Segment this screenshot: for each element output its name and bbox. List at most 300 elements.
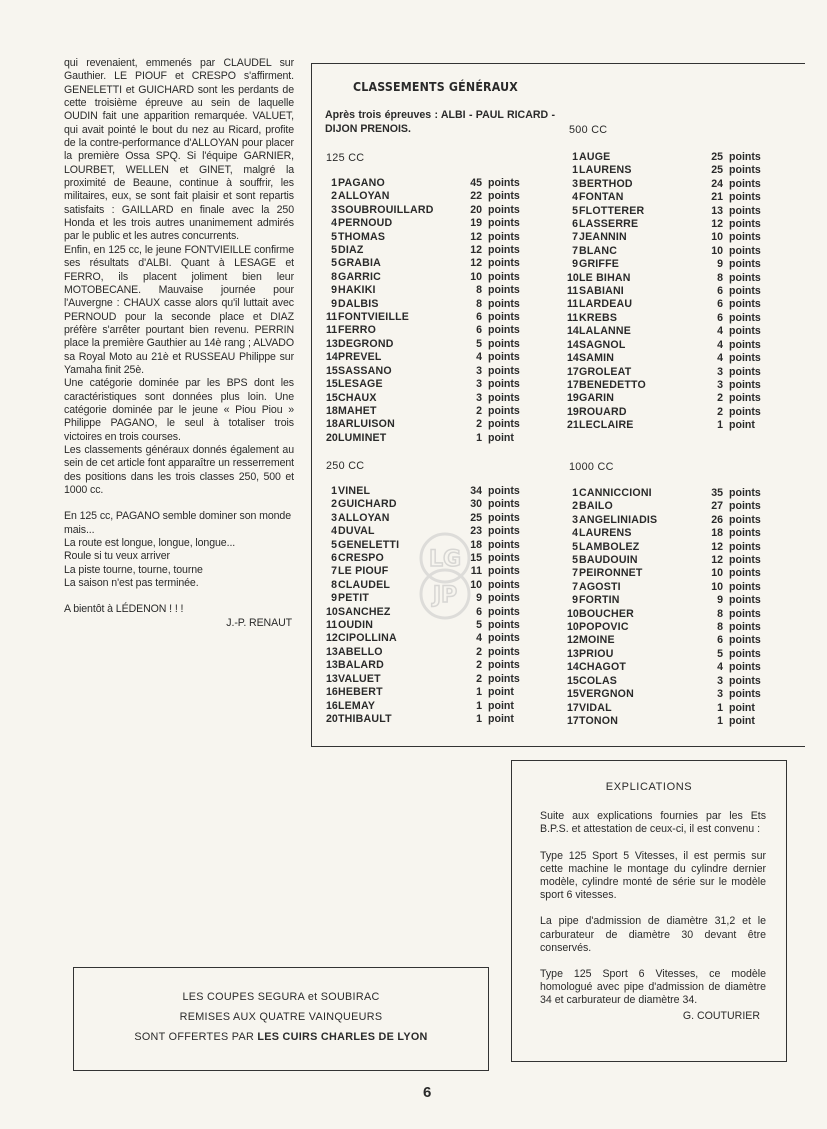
- points-unit: points: [488, 378, 520, 391]
- ranking-position: 14: [567, 325, 579, 338]
- ranking-row: [567, 366, 761, 379]
- ranking-points: 1: [476, 686, 482, 699]
- rider-name: ALLOYAN: [338, 511, 390, 524]
- rider-name: BAUDOUIN: [579, 554, 638, 567]
- ranking-position: 16: [326, 699, 338, 712]
- ranking-row: [567, 406, 761, 419]
- ranking-points: 13: [711, 204, 723, 217]
- points-unit: points: [729, 177, 761, 190]
- points-unit: points: [488, 364, 520, 377]
- ranking-points: 27: [711, 500, 723, 513]
- ranking-row: [326, 673, 520, 686]
- ranking-points: 1: [476, 699, 482, 712]
- ranking-points: 2: [476, 659, 482, 672]
- ranking-points: 6: [717, 311, 723, 324]
- rider-name: BLANC: [579, 244, 618, 257]
- rider-name: LAURENS: [579, 164, 632, 177]
- points-unit: points: [488, 257, 520, 270]
- ranking-points: 23: [470, 525, 482, 538]
- ranking-row: [567, 312, 761, 325]
- ranking-row: [567, 272, 761, 285]
- ranking-points: 9: [476, 592, 482, 605]
- ranking-row: [567, 285, 761, 298]
- ranking-position: 20: [326, 431, 338, 444]
- ranking-position: 6: [572, 218, 578, 231]
- ranking-position: 1: [572, 164, 578, 177]
- ranking-position: 13: [567, 647, 579, 660]
- rider-name: VINEL: [338, 485, 371, 497]
- points-unit: points: [729, 191, 761, 204]
- ranking-position: 11: [567, 311, 579, 324]
- ranking-points: 4: [717, 338, 723, 351]
- ranking-row: [567, 258, 761, 271]
- points-unit: points: [729, 151, 761, 163]
- points-unit: points: [488, 538, 520, 551]
- coupes-line-2: REMISES AUX QUATRE VAINQUEURS: [179, 1011, 383, 1023]
- ranking-row: [326, 485, 520, 498]
- rider-name: TONON: [579, 714, 619, 727]
- ranking-list-500: [567, 151, 761, 433]
- rider-name: DALBIS: [338, 297, 379, 310]
- explications-box: [511, 760, 787, 1062]
- ranking-row: [567, 554, 761, 567]
- rider-name: BERTHOD: [579, 177, 633, 190]
- ranking-points: 3: [717, 674, 723, 687]
- ranking-position: 11: [326, 324, 338, 337]
- ranking-position: 15: [567, 688, 579, 701]
- ranking-points: 19: [470, 217, 482, 230]
- rider-name: LESAGE: [338, 378, 383, 391]
- points-unit: points: [729, 513, 761, 526]
- article-paragraph: Enfin, en 125 cc, le jeune FONTVIEILLE confirme ses résultats d'ALBI. Quant à LESAGE et FERRO, ils placent joliment bien leur MOTOBECANE. Mauvaise journée pour l'Auvergne : CHAUX casse alors qu'il luttait avec PERNOUD pour la seconde place et DIAZ préfère s'arrêter pourtant bien revenu. PERRIN place la première Gauthier au 14è rang ; ALVADO sa Royal Moto au 21è et RUSSEAU Philippe sur Yamaha finit 25è.: [64, 243, 294, 376]
- ranking-row: [567, 392, 761, 405]
- rider-name: SANCHEZ: [338, 605, 391, 618]
- points-unit: points: [488, 565, 520, 578]
- rider-name: LUMINET: [338, 431, 387, 444]
- points-unit: points: [729, 378, 761, 391]
- points-unit: points: [729, 540, 761, 553]
- article-paragraph: Une catégorie dominée par les BPS dont les caractéristiques sont données plus loin. Une catégorie dominée par le jeune « Piou Piou » Philippe PAGANO, le seul à totaliser trois victoires en trois courses.: [64, 377, 294, 443]
- rider-name: CLAUDEL: [338, 578, 391, 591]
- ranking-points: 21: [711, 191, 723, 204]
- ranking-position: 13: [326, 645, 338, 658]
- points-unit: points: [488, 552, 520, 565]
- ranking-row: [326, 231, 520, 244]
- rider-name: DEGROND: [338, 337, 394, 350]
- rider-name: CHAUX: [338, 391, 377, 404]
- ranking-row: [567, 218, 761, 231]
- ranking-position: 7: [572, 244, 578, 257]
- rider-name: CHAGOT: [579, 661, 627, 674]
- ranking-position: 4: [572, 191, 578, 204]
- rider-name: SASSANO: [338, 364, 392, 377]
- rider-name: CIPOLLINA: [338, 632, 397, 645]
- ranking-position: 7: [572, 231, 578, 244]
- coupes-line-1: LES COUPES SEGURA et SOUBIRAC: [182, 991, 380, 1003]
- category-title-125: 125 CC: [326, 152, 365, 164]
- explications-signature: G. COUTURIER: [682, 1009, 760, 1022]
- ranking-row: [567, 487, 761, 500]
- rider-name: AGOSTI: [579, 580, 621, 593]
- ranking-row: [567, 379, 761, 392]
- points-unit: point: [488, 712, 514, 725]
- rider-name: LECLAIRE: [579, 419, 634, 432]
- points-unit: points: [488, 351, 520, 364]
- ranking-position: 8: [331, 270, 337, 283]
- ranking-position: 4: [331, 525, 337, 538]
- rider-name: LARDEAU: [579, 298, 633, 311]
- ranking-row: [326, 686, 520, 699]
- ranking-points: 1: [717, 714, 723, 727]
- points-unit: points: [488, 592, 520, 605]
- article-column: [64, 57, 294, 630]
- rider-name: FONTVIEILLE: [338, 311, 410, 324]
- ranking-points: 10: [711, 567, 723, 580]
- ranking-position: 9: [331, 297, 337, 310]
- verse-line: La piste tourne, tourne, tourne: [64, 563, 203, 576]
- ranking-points: 10: [711, 580, 723, 593]
- ranking-position: 14: [567, 352, 579, 365]
- ranking-row: [567, 205, 761, 218]
- rider-name: GARRIC: [338, 270, 381, 283]
- ranking-row: [326, 512, 520, 525]
- rider-name: PAGANO: [338, 177, 385, 189]
- ranking-points: 11: [470, 565, 482, 578]
- points-unit: points: [729, 164, 761, 177]
- points-unit: points: [488, 311, 520, 324]
- ranking-points: 6: [476, 324, 482, 337]
- ranking-points: 10: [711, 231, 723, 244]
- rider-name: LE PIOUF: [338, 565, 389, 578]
- article-paragraph: qui revenaient, emmenés par CLAUDEL sur Gauthier. LE PIOUF et CRESPO s'affirment. GENELETTI et GUICHARD sont les perdants de cette troisième épreuve au sein de laquelle OUDIN fait une apparition remarquée. VALUET, qui avait pointé le bout du nez au Ricard, profite de la contre-performance d'ALLOYAN pour placer la première Ossa SPQ. Si l'équipe GARNIER, LOURBET, WELLEN et GINET, malgré la proximité de Beaune, continue à souffrir, les militaires, eux, se sont fait plaisir et sont repartis satisfaits : GAILLARD en finale avec la 250 Honda et les trois autres unanimement admirés par le public et les autres concurrents.: [64, 57, 294, 243]
- rider-name: LAURENS: [579, 527, 632, 540]
- ranking-points: 2: [476, 418, 482, 431]
- ranking-row: [567, 419, 761, 432]
- rider-name: GROLEAT: [579, 365, 632, 378]
- rider-name: PREVEL: [338, 351, 382, 364]
- points-unit: points: [729, 647, 761, 660]
- explications-title: EXPLICATIONS: [605, 781, 693, 793]
- ranking-position: 13: [326, 337, 338, 350]
- ranking-points: 2: [476, 404, 482, 417]
- ranking-position: 15: [326, 364, 338, 377]
- ranking-position: 18: [326, 418, 338, 431]
- ranking-points: 12: [711, 218, 723, 231]
- coupes-box: [73, 967, 489, 1071]
- ranking-row: [567, 339, 761, 352]
- ranking-points: 2: [717, 405, 723, 418]
- points-unit: points: [729, 365, 761, 378]
- ranking-points: 8: [476, 284, 482, 297]
- ranking-row: [326, 298, 520, 311]
- ranking-position: 5: [572, 540, 578, 553]
- ranking-row: [326, 432, 520, 445]
- rider-name: COLAS: [579, 674, 618, 687]
- points-unit: points: [488, 230, 520, 243]
- rider-name: PERNOUD: [338, 217, 393, 230]
- rider-name: SAMIN: [579, 352, 615, 365]
- points-unit: points: [729, 218, 761, 231]
- rider-name: SABIANI: [579, 285, 624, 298]
- points-unit: points: [488, 485, 520, 497]
- watermark-text-bottom: JP: [432, 583, 458, 608]
- ranking-position: 10: [567, 621, 579, 634]
- rider-name: ARLUISON: [338, 418, 395, 431]
- ranking-row: [326, 284, 520, 297]
- ranking-row: [326, 405, 520, 418]
- ranking-position: 2: [331, 190, 337, 203]
- ranking-row: [567, 352, 761, 365]
- coupes-line-3-prefix: SONT OFFERTES PAR: [134, 1031, 258, 1043]
- ranking-points: 6: [717, 285, 723, 298]
- points-unit: points: [488, 525, 520, 538]
- ranking-row: [326, 190, 520, 203]
- ranking-position: 5: [572, 554, 578, 567]
- ranking-points: 10: [470, 270, 482, 283]
- rider-name: OUDIN: [338, 619, 374, 632]
- ranking-row: [567, 527, 761, 540]
- points-unit: points: [729, 405, 761, 418]
- ranking-row: [567, 151, 761, 164]
- ranking-position: 5: [331, 257, 337, 270]
- ranking-points: 25: [711, 164, 723, 177]
- page-number: 6: [423, 1084, 432, 1101]
- verse-line: La route est longue, longue, longue...: [64, 537, 236, 550]
- ranking-row: [326, 632, 520, 645]
- ranking-points: 26: [711, 513, 723, 526]
- ranking-row: [326, 713, 520, 726]
- rider-name: JEANNIN: [579, 231, 627, 244]
- ranking-position: 2: [572, 500, 578, 513]
- ranking-points: 2: [717, 392, 723, 405]
- rider-name: GRABIA: [338, 257, 381, 270]
- ranking-points: 2: [476, 645, 482, 658]
- points-unit: points: [488, 337, 520, 350]
- points-unit: points: [729, 688, 761, 701]
- ranking-row: [567, 581, 761, 594]
- ranking-position: 9: [572, 594, 578, 607]
- ranking-position: 1: [331, 177, 337, 189]
- ranking-points: 9: [717, 258, 723, 271]
- ranking-points: 4: [717, 352, 723, 365]
- ranking-points: 15: [470, 552, 482, 565]
- ranking-position: 2: [331, 498, 337, 511]
- ranking-position: 17: [567, 365, 579, 378]
- ranking-points: 1: [717, 701, 723, 714]
- ranking-position: 15: [567, 674, 579, 687]
- rider-name: GARIN: [579, 392, 615, 405]
- rider-name: GRIFFE: [579, 258, 620, 271]
- classements-intro: Après trois épreuves : ALBI - PAUL RICARD - DIJON PRENOIS.: [325, 109, 555, 135]
- classements-title: CLASSEMENTS GÉNÉRAUX: [353, 80, 518, 94]
- rider-name: THOMAS: [338, 230, 386, 243]
- ranking-row: [567, 514, 761, 527]
- rider-name: FORTIN: [579, 594, 620, 607]
- rider-name: AUGE: [579, 151, 611, 163]
- ranking-points: 3: [717, 378, 723, 391]
- ranking-points: 1: [476, 431, 482, 444]
- rider-name: LEMAY: [338, 699, 376, 712]
- rider-name: PEIRONNET: [579, 567, 643, 580]
- ranking-points: 18: [470, 538, 482, 551]
- points-unit: points: [729, 244, 761, 257]
- ranking-position: 14: [567, 661, 579, 674]
- ranking-points: 24: [711, 177, 723, 190]
- ranking-points: 22: [470, 190, 482, 203]
- ranking-points: 8: [717, 621, 723, 634]
- rider-name: HAKIKI: [338, 284, 376, 297]
- rider-name: CRESPO: [338, 552, 384, 565]
- ranking-points: 4: [717, 325, 723, 338]
- ranking-points: 3: [476, 364, 482, 377]
- ranking-points: 2: [476, 672, 482, 685]
- ranking-row: [567, 500, 761, 513]
- ranking-position: 15: [326, 378, 338, 391]
- ranking-position: 3: [331, 203, 337, 216]
- rider-name: VIDAL: [579, 701, 612, 714]
- ranking-row: [326, 418, 520, 431]
- category-title-500: 500 CC: [569, 124, 608, 136]
- points-unit: points: [729, 325, 761, 338]
- ranking-position: 7: [331, 565, 337, 578]
- points-unit: points: [488, 578, 520, 591]
- points-unit: points: [729, 311, 761, 324]
- points-unit: points: [488, 190, 520, 203]
- ranking-row: [326, 244, 520, 257]
- rider-name: THIBAULT: [338, 712, 392, 725]
- ranking-position: 19: [567, 392, 579, 405]
- points-unit: points: [488, 203, 520, 216]
- ranking-row: [567, 634, 761, 647]
- ranking-position: 10: [567, 271, 579, 284]
- ranking-row: [326, 498, 520, 511]
- ranking-points: 18: [711, 527, 723, 540]
- ranking-position: 17: [567, 714, 579, 727]
- ranking-position: 3: [331, 511, 337, 524]
- ranking-position: 11: [567, 298, 579, 311]
- rider-name: GENELETTI: [338, 538, 400, 551]
- rider-name: LALANNE: [579, 325, 632, 338]
- ranking-points: 10: [470, 578, 482, 591]
- points-unit: points: [729, 634, 761, 647]
- ranking-points: 1: [476, 712, 482, 725]
- points-unit: points: [729, 567, 761, 580]
- ranking-row: [326, 659, 520, 672]
- rider-name: ALLOYAN: [338, 190, 390, 203]
- points-unit: points: [488, 498, 520, 511]
- ranking-row: [567, 231, 761, 244]
- points-unit: points: [488, 217, 520, 230]
- points-unit: points: [729, 661, 761, 674]
- ranking-row: [567, 715, 761, 728]
- ranking-points: 25: [711, 151, 723, 163]
- ranking-row: [326, 177, 520, 190]
- ranking-position: 15: [326, 391, 338, 404]
- rider-name: FLOTTERER: [579, 204, 645, 217]
- ranking-row: [567, 164, 761, 177]
- watermark-text-top: LG: [428, 547, 462, 572]
- points-unit: points: [729, 487, 761, 499]
- rider-name: CANNICCIONI: [579, 487, 652, 499]
- rider-name: GUICHARD: [338, 498, 397, 511]
- points-unit: points: [729, 554, 761, 567]
- ranking-position: 6: [331, 552, 337, 565]
- ranking-row: [326, 324, 520, 337]
- article-paragraph: En 125 cc, PAGANO semble dominer son monde mais...: [64, 510, 292, 536]
- points-unit: points: [729, 392, 761, 405]
- ranking-position: 9: [331, 592, 337, 605]
- points-unit: point: [488, 699, 514, 712]
- ranking-position: 17: [567, 378, 579, 391]
- ranking-points: 35: [711, 487, 723, 499]
- ranking-row: [326, 271, 520, 284]
- ranking-row: [567, 648, 761, 661]
- ranking-row: [567, 245, 761, 258]
- ranking-points: 5: [476, 337, 482, 350]
- points-unit: points: [488, 645, 520, 658]
- ranking-position: 14: [567, 338, 579, 351]
- points-unit: points: [488, 270, 520, 283]
- ranking-position: 7: [572, 580, 578, 593]
- points-unit: points: [729, 621, 761, 634]
- points-unit: points: [729, 500, 761, 513]
- ranking-row: [567, 661, 761, 674]
- points-unit: points: [488, 619, 520, 632]
- points-unit: points: [488, 632, 520, 645]
- ranking-position: 1: [331, 485, 337, 497]
- ranking-row: [326, 217, 520, 230]
- points-unit: points: [488, 511, 520, 524]
- article-author: J.-P. RENAUT: [226, 616, 292, 629]
- points-unit: point: [488, 431, 514, 444]
- ranking-row: [567, 594, 761, 607]
- points-unit: points: [729, 258, 761, 271]
- ranking-points: 4: [717, 661, 723, 674]
- rider-name: BALARD: [338, 659, 384, 672]
- points-unit: points: [729, 580, 761, 593]
- ranking-points: 9: [717, 594, 723, 607]
- watermark-logo: [400, 528, 490, 623]
- ranking-position: 16: [326, 686, 338, 699]
- ranking-points: 25: [470, 511, 482, 524]
- ranking-row: [567, 688, 761, 701]
- ranking-row: [326, 392, 520, 405]
- rider-name: DIAZ: [338, 244, 364, 257]
- rider-name: ANGELINIADIS: [579, 513, 658, 526]
- points-unit: point: [729, 701, 755, 714]
- ranking-position: 3: [572, 177, 578, 190]
- points-unit: point: [729, 714, 755, 727]
- points-unit: points: [488, 605, 520, 618]
- ranking-row: [326, 700, 520, 713]
- points-unit: points: [729, 352, 761, 365]
- ranking-points: 3: [717, 688, 723, 701]
- rider-name: BOUCHER: [579, 607, 634, 620]
- points-unit: points: [729, 271, 761, 284]
- rider-name: BENEDETTO: [579, 378, 646, 391]
- ranking-position: 17: [567, 701, 579, 714]
- ranking-position: 5: [331, 538, 337, 551]
- ranking-position: 1: [572, 151, 578, 163]
- points-unit: points: [729, 594, 761, 607]
- ranking-row: [326, 365, 520, 378]
- ranking-list-1000: [567, 487, 761, 728]
- ranking-list-125: [326, 177, 520, 445]
- rider-name: VERGNON: [579, 688, 634, 701]
- coupes-sponsor: LES CUIRS CHARLES DE LYON: [257, 1031, 428, 1043]
- ranking-position: 4: [572, 527, 578, 540]
- ranking-points: 5: [717, 647, 723, 660]
